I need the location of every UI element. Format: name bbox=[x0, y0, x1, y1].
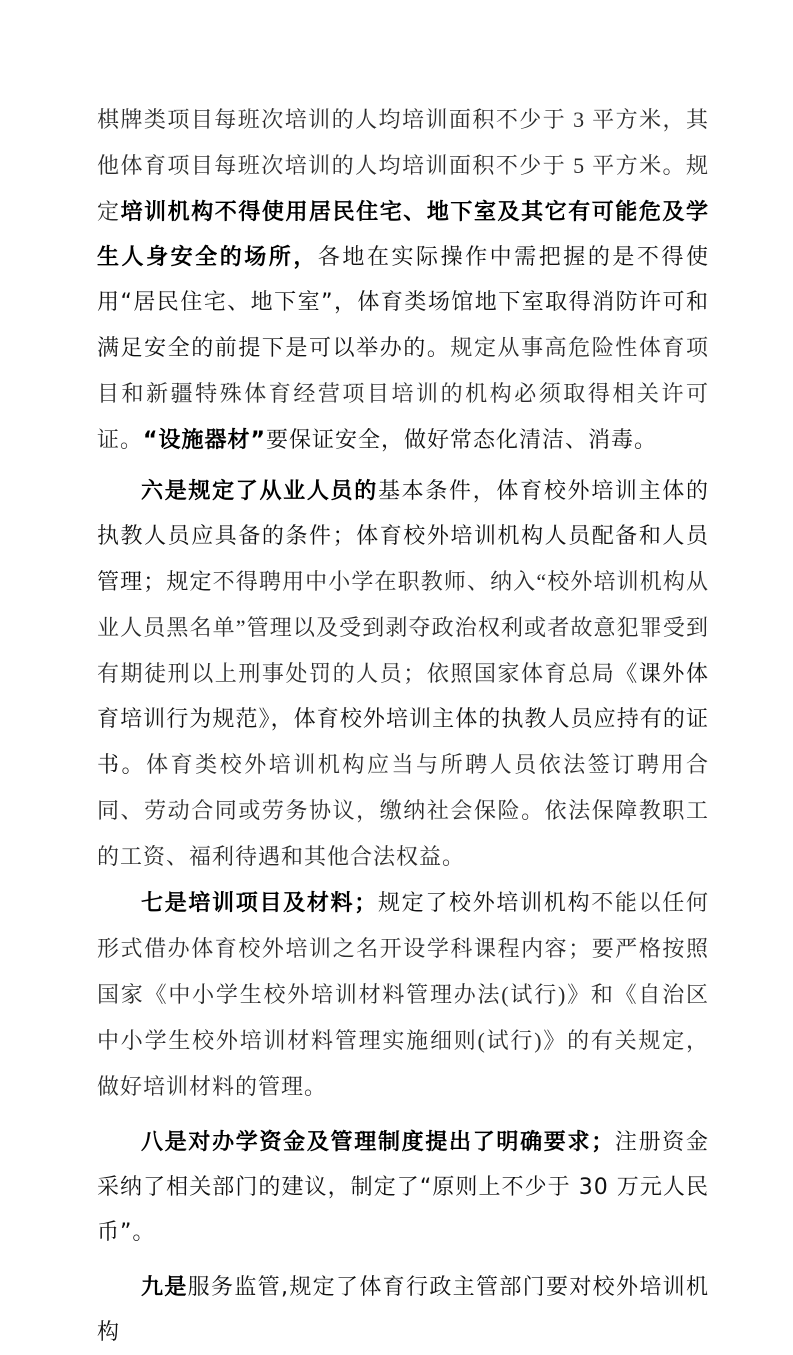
paragraph-item-6-personnel bbox=[97, 469, 709, 880]
paragraph-item-9-supervision bbox=[97, 1265, 709, 1355]
text-segment: 要保证安全，做好常态化清洁、消毒。 bbox=[265, 428, 657, 453]
document-page bbox=[97, 97, 709, 1355]
item-heading: 九是 bbox=[141, 1275, 188, 1300]
bold-text-segment: 培训机构不得使用居民住宅、地下室及其它有可能危及学生人身安全的场所， bbox=[97, 200, 709, 270]
text-segment: 不能以任何形式借办体育校外培训之名开设学科课程内容；要严格按照国家《中小学生校外培训材料管理办法(试行)》和《自治区中小学生校外培训材料管理实施细则(试行)》的有关规定，做好培训材料的管理。 bbox=[97, 890, 709, 1099]
paragraph-item-7-materials bbox=[97, 880, 709, 1110]
item-heading: 七是培训项目及材料； bbox=[141, 891, 378, 916]
text-segment: 各地在实际操作中需把握的是不得使用“居民住宅、地下室”，体育类场馆地下室取得消防许可和满足安全的前提下是可以举办的。 bbox=[97, 245, 709, 361]
item-heading: 六是规定了从业人员的 bbox=[141, 479, 378, 504]
text-segment: 棋牌类项目每班次培训的人均培训面积不少于 3 平方米，其他体育项目每班次培训的人均培训面积不少于 5 平方米。规定 bbox=[97, 107, 709, 224]
bold-text-segment: “设施器材” bbox=[143, 428, 266, 453]
text-segment: 规定从事高危险性体育项目和新疆特殊体育经营项目培训的机构必须取得相关许可证。 bbox=[97, 335, 709, 452]
paragraph-item-8-funding bbox=[97, 1120, 709, 1255]
text-segment: 注册资金采纳了相关部门的建议，制定了“原则上不少于 30 万元人民币”。 bbox=[97, 1130, 709, 1245]
text-segment: 体育类校外培训机构应当与所聘人员依法签订聘用合同、劳动合同或劳务协议，缴纳社会保险。依法保障教职工的工资、福利待遇和其他合法权益。 bbox=[97, 752, 709, 869]
item-heading: 八是对办学资金及管理制度提出了明确要求； bbox=[141, 1130, 615, 1155]
text-segment: 服务监管,规定了体育行政主管部门要对校外培训机构 bbox=[97, 1275, 709, 1345]
text-segment: 规定了校外培训机构 bbox=[377, 891, 592, 916]
text-segment: 基本条件，体育校外培训主体的执教人员应具备的条件；体育校外培训机构人员配备和人员管理；规定 bbox=[97, 479, 709, 595]
paragraph-venue-requirements bbox=[97, 97, 709, 463]
text-segment: 不得聘用中小学在职教师、纳入“校外培训机构从业人员黑名单”管理以及受到剥夺政治权利或者故意犯罪受到有期徒刑以上刑事处罚的人员；依照国家体育总局 bbox=[97, 569, 709, 686]
text-segment: 《课外体育培训行为规范》，体育校外培训主体的执教人员应持有的证书。 bbox=[97, 662, 709, 778]
